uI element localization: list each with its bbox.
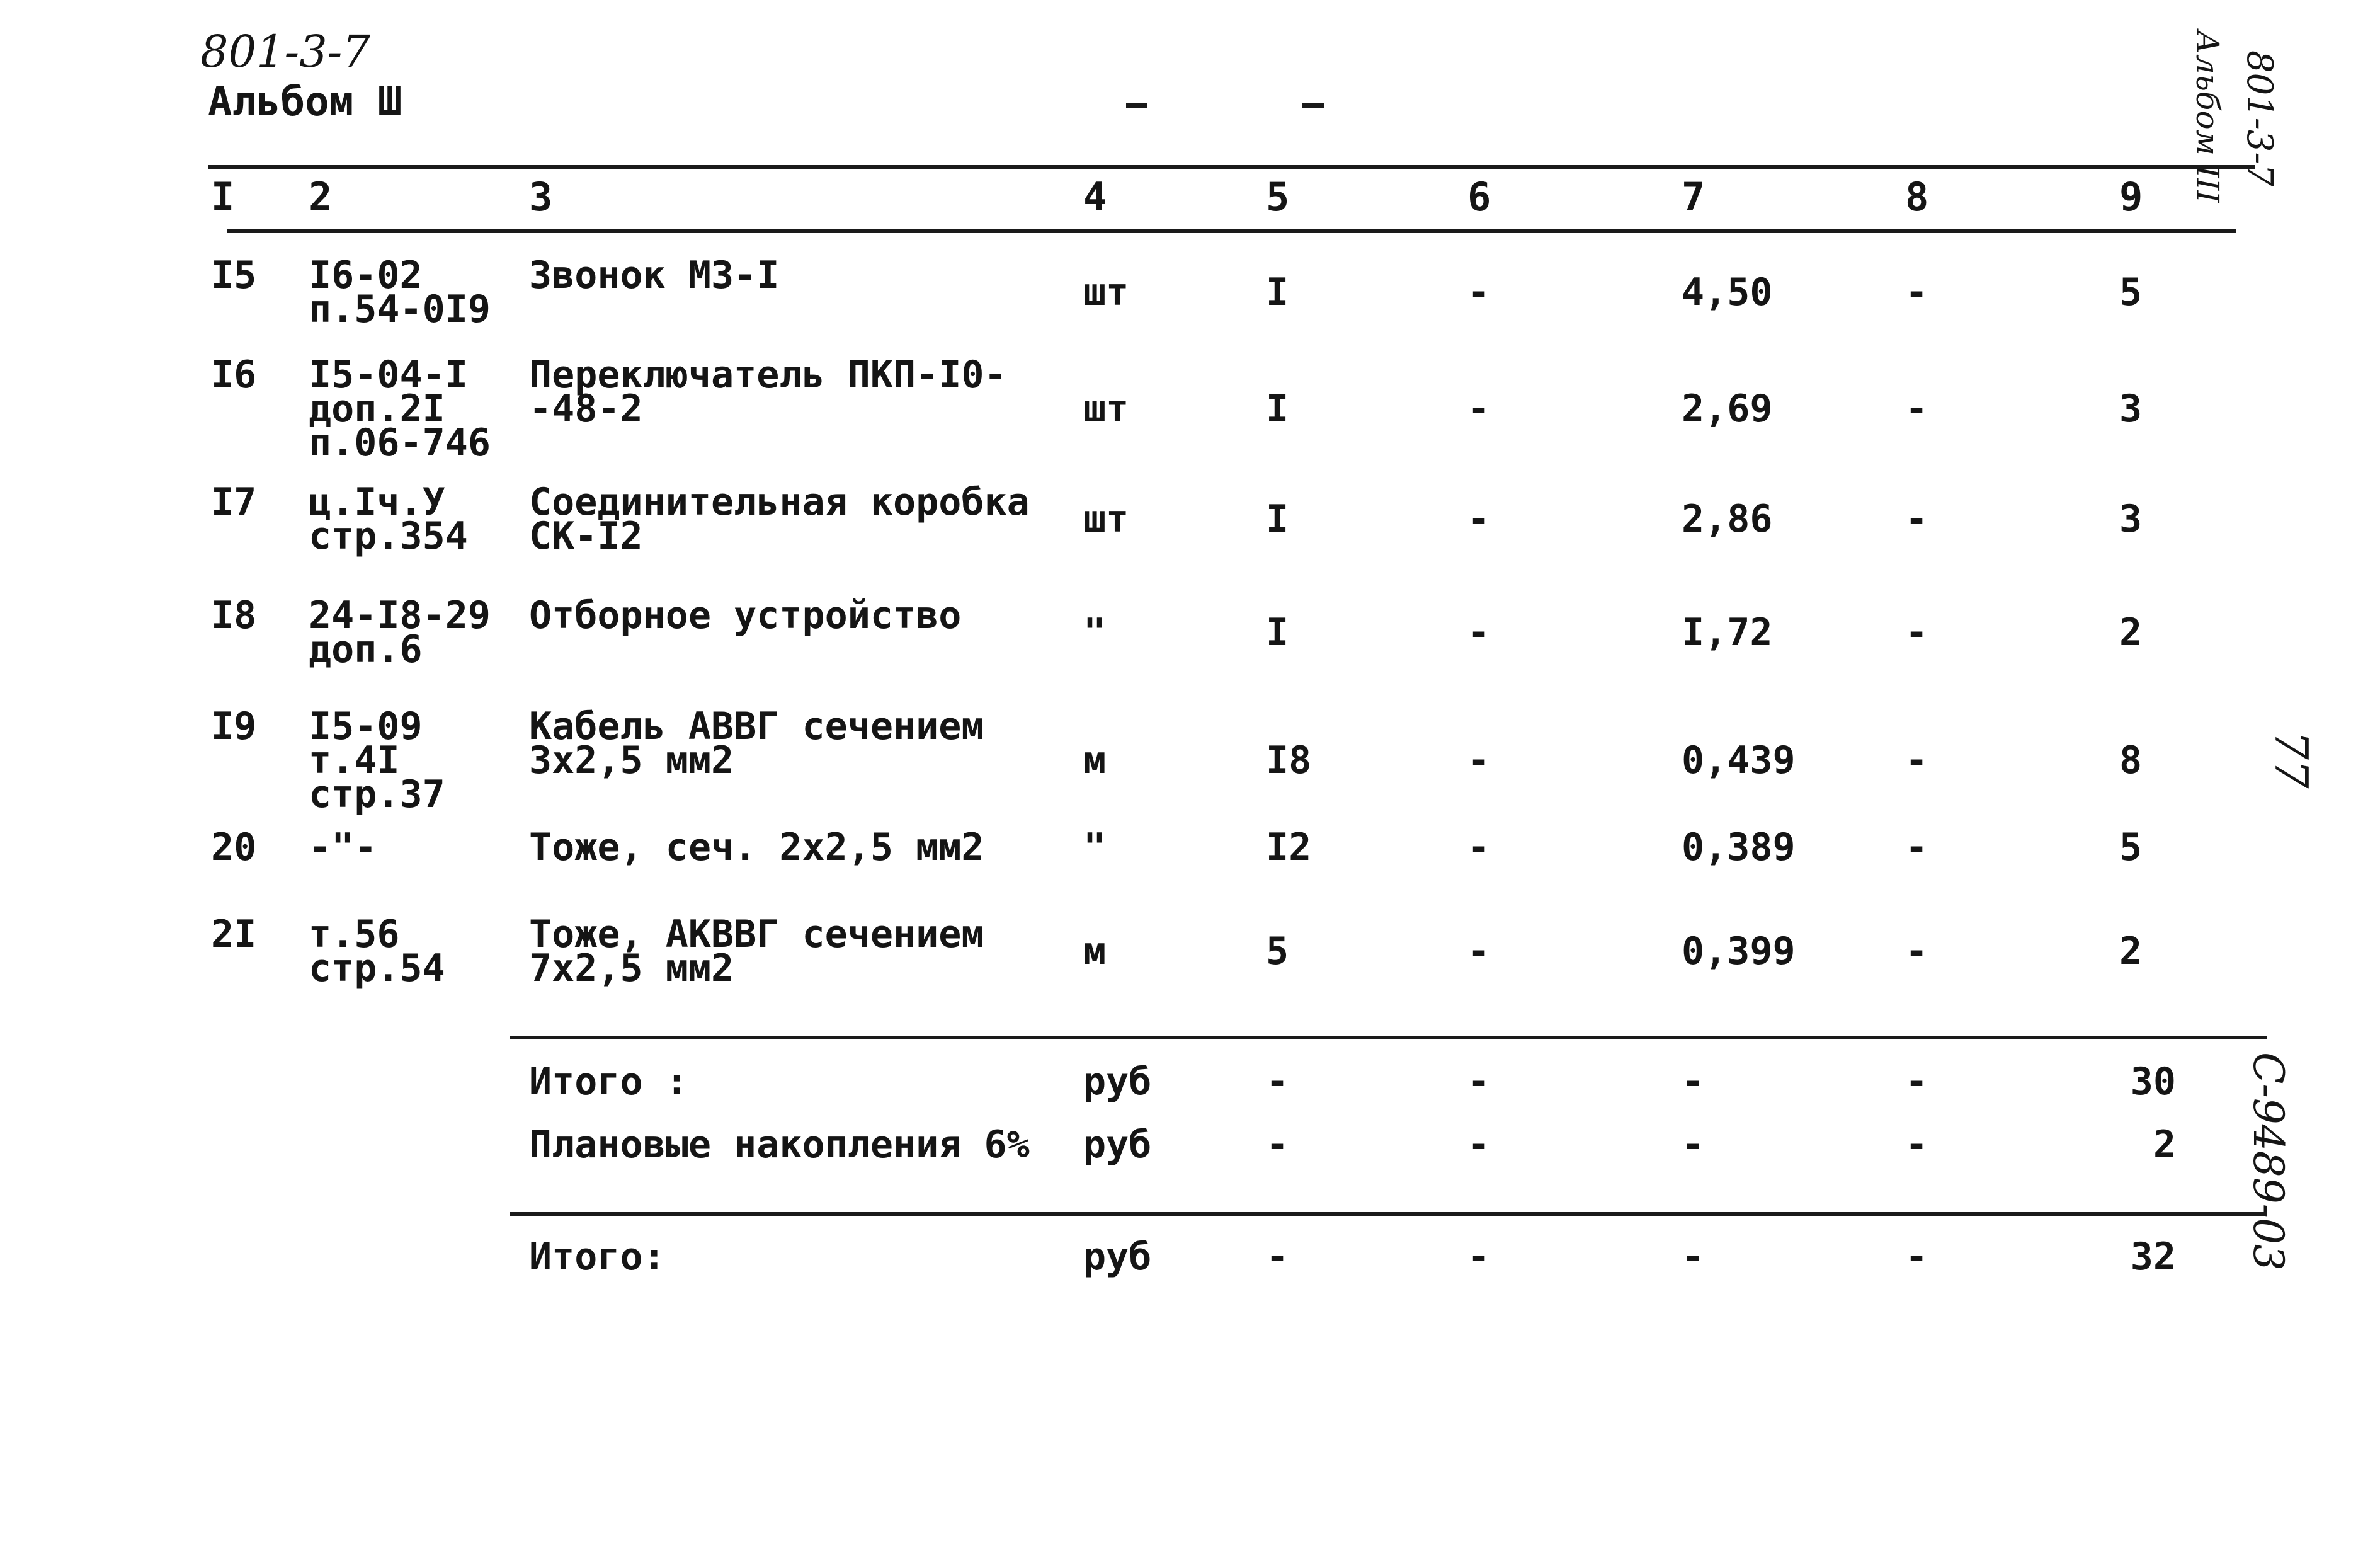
header-dash [1126,103,1147,108]
row-code: 24-I8-29 [309,593,491,638]
row-quantity: 5 [1266,929,1289,973]
row-code: I5-04-I [309,353,468,397]
row-number: 20 [211,825,257,869]
row-code: стр.37 [309,772,445,816]
row-code: ц.Iч.У [309,480,445,524]
summary-col5: - [1266,1235,1289,1279]
column-header-1: I [211,174,235,220]
row-unit: м [1083,738,1107,782]
row-col6: - [1467,270,1491,314]
row-col8: - [1905,738,1928,782]
row-name: Тоже, сеч. 2х2,5 мм2 [529,825,984,869]
row-total: 8 [2119,738,2143,782]
row-number: I8 [211,593,257,638]
row-price: 0,439 [1682,738,1796,782]
summary-col8: - [1905,1235,1928,1279]
row-name: Кабель АВВГ сечением [529,704,984,748]
row-number: I7 [211,480,257,524]
summary-col6: - [1467,1123,1491,1167]
row-code: п.54-0I9 [309,287,491,331]
column-header-2: 2 [309,174,333,220]
summary-col6: - [1467,1060,1491,1104]
column-header-5: 5 [1266,174,1290,220]
row-total: 3 [2119,497,2143,541]
row-name: СК-I2 [529,514,643,558]
header-dash [1302,103,1324,108]
summary-total: 32 [2130,1235,2176,1279]
row-col6: - [1467,929,1491,973]
summary-col7: - [1682,1123,1705,1167]
row-price: 0,389 [1682,825,1796,869]
row-code: т.4I [309,738,400,782]
row-name: 3х2,5 мм2 [529,738,734,782]
summary-total: 2 [2153,1123,2176,1167]
row-unit: шт [1083,497,1129,541]
row-quantity: I [1266,387,1289,431]
row-price: 2,86 [1682,497,1773,541]
column-header-4: 4 [1083,174,1107,220]
row-unit: шт [1083,387,1129,431]
row-quantity: I2 [1266,825,1312,869]
row-col6: - [1467,387,1491,431]
row-name: Переключатель ПКП-I0- [529,353,1007,397]
header-bottom-rule [227,229,2236,233]
row-col8: - [1905,387,1928,431]
row-unit: шт [1083,270,1129,314]
column-header-8: 8 [1905,174,1929,220]
row-total: 2 [2119,929,2143,973]
summary-col7: - [1682,1235,1705,1279]
summary-col5: - [1266,1060,1289,1104]
row-unit: " [1083,610,1107,655]
summary-label: Плановые накопления 6% [529,1123,1030,1167]
summary-rule [510,1212,2267,1216]
summary-unit: руб [1083,1060,1152,1104]
row-number: I6 [211,353,257,397]
document-code: 801-3-7 [200,26,370,77]
row-quantity: I [1266,497,1289,541]
column-header-7: 7 [1682,174,1705,220]
row-unit: м [1083,929,1107,973]
row-number: I9 [211,704,257,748]
summary-label: Итого: [529,1235,666,1279]
row-price: 4,50 [1682,270,1773,314]
column-header-9: 9 [2119,174,2143,220]
table-bottom-rule [510,1036,2267,1039]
row-code: стр.354 [309,514,468,558]
row-total: 5 [2119,270,2143,314]
row-col6: - [1467,738,1491,782]
row-name: Соединительная коробка [529,480,1030,524]
row-code: доп.2I [309,387,445,431]
row-price: 0,399 [1682,929,1796,973]
row-name: Отборное устройство [529,593,962,638]
summary-unit: руб [1083,1235,1152,1279]
row-total: 5 [2119,825,2143,869]
row-col8: - [1905,270,1928,314]
row-col8: - [1905,929,1928,973]
row-code: I6-02 [309,253,423,297]
column-header-6: 6 [1467,174,1491,220]
summary-total: 30 [2130,1060,2176,1104]
summary-unit: руб [1083,1123,1152,1167]
row-code: т.56 [309,912,400,956]
row-number: I5 [211,253,257,297]
row-name: Тоже, АКВВГ сечением [529,912,984,956]
row-number: 2I [211,912,257,956]
row-unit: " [1083,825,1107,869]
column-header-3: 3 [529,174,553,220]
row-total: 3 [2119,387,2143,431]
row-name: -48-2 [529,387,643,431]
album-label: Альбом Ш [208,79,402,125]
row-code: -"- [309,825,377,869]
row-code: I5-09 [309,704,423,748]
row-name: Звонок МЗ-I [529,253,780,297]
row-code: стр.54 [309,946,445,990]
row-col6: - [1467,610,1491,655]
summary-col8: - [1905,1060,1928,1104]
summary-col6: - [1467,1235,1491,1279]
summary-col5: - [1266,1123,1289,1167]
row-quantity: I [1266,270,1289,314]
side-doc-code: 801-3-7 [2239,50,2280,186]
row-col8: - [1905,825,1928,869]
sheet-code: C-9489-03 [2244,1052,2292,1271]
page-number: 77 [2265,731,2318,789]
row-code: доп.6 [309,627,423,672]
row-total: 2 [2119,610,2143,655]
row-code: п.06-746 [309,421,491,465]
row-col6: - [1467,497,1491,541]
table-top-rule [208,165,2255,169]
summary-col8: - [1905,1123,1928,1167]
row-col6: - [1467,825,1491,869]
row-price: 2,69 [1682,387,1773,431]
row-price: I,72 [1682,610,1773,655]
row-quantity: I [1266,610,1289,655]
row-col8: - [1905,610,1928,655]
summary-col7: - [1682,1060,1705,1104]
side-album-label: Альбом III [2189,30,2226,203]
row-name: 7х2,5 мм2 [529,946,734,990]
summary-label: Итого : [529,1060,688,1104]
row-col8: - [1905,497,1928,541]
row-quantity: I8 [1266,738,1312,782]
